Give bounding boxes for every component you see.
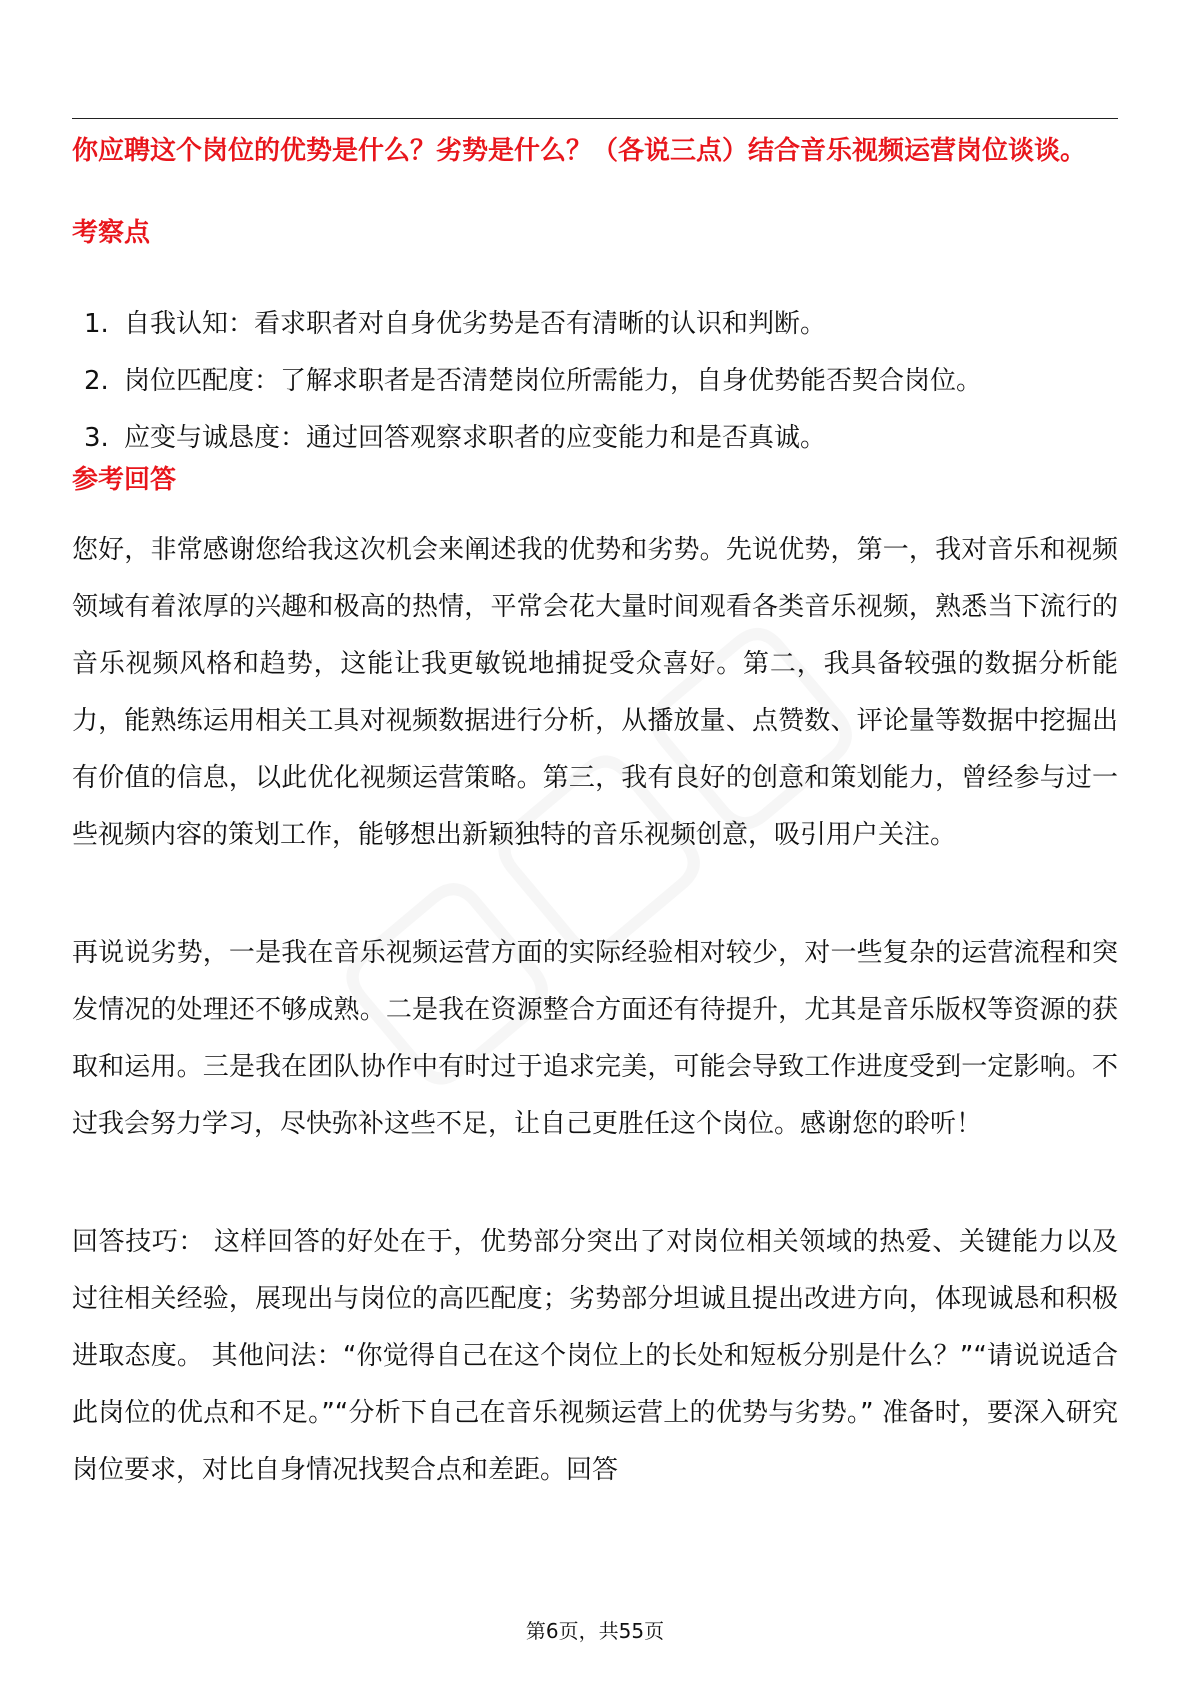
list-item <box>84 306 1118 342</box>
focus-points-list <box>84 306 1118 477</box>
top-divider <box>72 118 1118 119</box>
question-heading: 你应聘这个岗位的优势是什么？劣势是什么？（各说三点）结合音乐视频运营岗位谈谈。 <box>72 136 1087 166</box>
list-item-number: 1. <box>84 309 109 339</box>
answer-paragraph-strengths: 您好，非常感谢您给我这次机会来阐述我的优势和劣势。先说优势，第一，我对音乐和视频领域有着浓厚的兴趣和极高的热情，平常会花大量时间观看各类音乐视频，熟悉当下流行的音乐视频风格和趋势，这能让我更敏锐地捕捉受众喜好。第二，我具备较强的数据分析能力，能熟练运用相关工具对视频数据进行分析，从播放量、点赞数、评论量等数据中挖掘出有价值的信息，以此优化视频运营策略。第三，我有良好的创意和策划能力，曾经参与过一些视频内容的策划工作，能够想出新颖独特的音乐视频创意，吸引用户关注。 <box>72 535 1118 850</box>
list-item-text: 自我认知：看求职者对自身优劣势是否有清晰的认识和判断。 <box>124 309 827 339</box>
list-item-number: 2. <box>84 366 109 396</box>
list-item <box>84 363 1118 399</box>
page-number-footer: 第6页，共55页 <box>525 1619 665 1643</box>
list-item <box>84 420 1118 456</box>
answer-paragraph-weaknesses: 再说说劣势，一是我在音乐视频运营方面的实际经验相对较少，对一些复杂的运营流程和突发情况的处理还不够成熟。二是我在资源整合方面还有待提升，尤其是音乐版权等资源的获取和运用。三是我在团队协作中有时过于追求完美，可能会导致工作进度受到一定影响。不过我会努力学习，尽快弥补这些不足，让自己更胜任这个岗位。感谢您的聆听！ <box>72 938 1118 1139</box>
list-item-text: 岗位匹配度：了解求职者是否清楚岗位所需能力，自身优势能否契合岗位。 <box>124 366 983 396</box>
list-item-number: 3. <box>84 423 109 453</box>
answer-tips-paragraph: 回答技巧： 这样回答的好处在于，优势部分突出了对岗位相关领域的热爱、关键能力以及过往相关经验，展现出与岗位的高匹配度；劣势部分坦诚且提出改进方向，体现诚恳和积极进取态度。 其他问法：“你觉得自己在这个岗位上的长处和短板分别是什么？”“请说说适合此岗位的优点和不足。”“分析下自己在音乐视频运营上的优势与劣势。” 准备时，要深入研究岗位要求，对比自身情况找契合点和差距。回答 <box>72 1227 1118 1485</box>
focus-section-title: 考察点 <box>72 218 151 248</box>
list-item-text: 应变与诚恳度：通过回答观察求职者的应变能力和是否真诚。 <box>124 423 827 453</box>
answer-section-title: 参考回答 <box>72 465 177 495</box>
